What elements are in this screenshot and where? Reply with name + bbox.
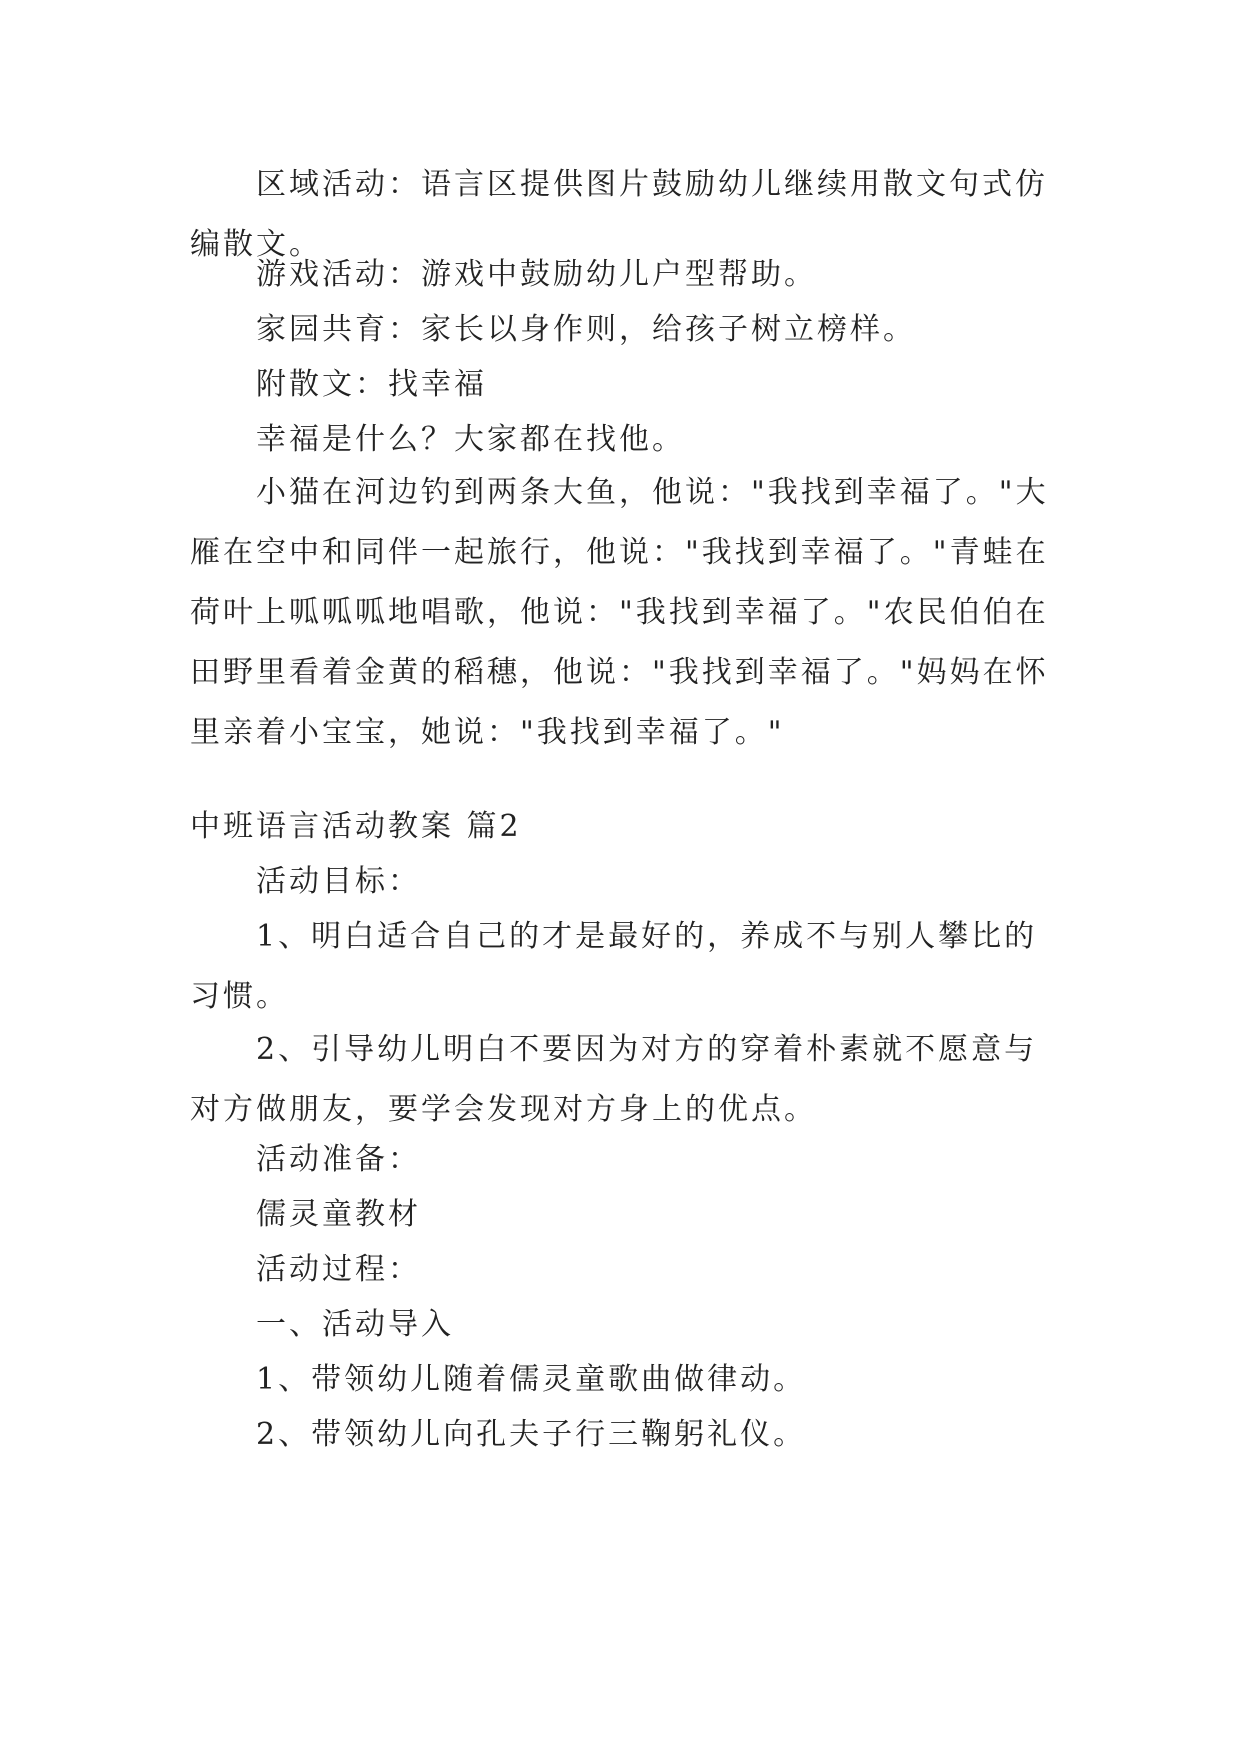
section-title: 中班语言活动教案 篇2 — [190, 809, 522, 844]
paragraph-story: 小猫在河边钓到两条大鱼，他说："我找到幸福了。"大雁在空中和同伴一起旅行，他说："我找到幸福了。"青蛙在荷叶上呱呱呱地唱歌，他说："我找到幸福了。"农民伯伯在田野里看着金黄的稻穗，他说："我找到幸福了。"妈妈在怀里亲着小宝宝，她说："我找到幸福了。" — [190, 475, 1049, 750]
paragraph-materials: 儒灵童教材 — [256, 1197, 421, 1232]
paragraph-prep-label: 活动准备： — [256, 1142, 421, 1177]
paragraph-step-2: 2、带领幼儿向孔夫子行三鞠躬礼仪。 — [256, 1417, 807, 1452]
paragraph-step-1: 1、带领幼儿随着儒灵童歌曲做律动。 — [256, 1362, 807, 1397]
paragraph-game-activity: 游戏活动：游戏中鼓励幼儿户型帮助。 — [256, 257, 817, 292]
paragraph-goal-1: 1、明白适合自己的才是最好的，养成不与别人攀比的习惯。 — [190, 919, 1038, 1014]
paragraph-intro-step: 一、活动导入 — [256, 1307, 454, 1342]
paragraph-home-school: 家园共育：家长以身作则，给孩子树立榜样。 — [256, 312, 916, 347]
paragraph-what-is-happiness: 幸福是什么？大家都在找他。 — [256, 422, 685, 457]
paragraph-goals-label: 活动目标： — [256, 864, 421, 899]
paragraph-process-label: 活动过程： — [256, 1252, 421, 1287]
paragraph-area-activity: 区域活动：语言区提供图片鼓励幼儿继续用散文句式仿编散文。 — [190, 167, 1048, 262]
paragraph-appendix-title: 附散文：找幸福 — [256, 367, 487, 402]
paragraph-goal-2: 2、引导幼儿明白不要因为对方的穿着朴素就不愿意与对方做朋友，要学会发现对方身上的优点。 — [190, 1032, 1038, 1127]
